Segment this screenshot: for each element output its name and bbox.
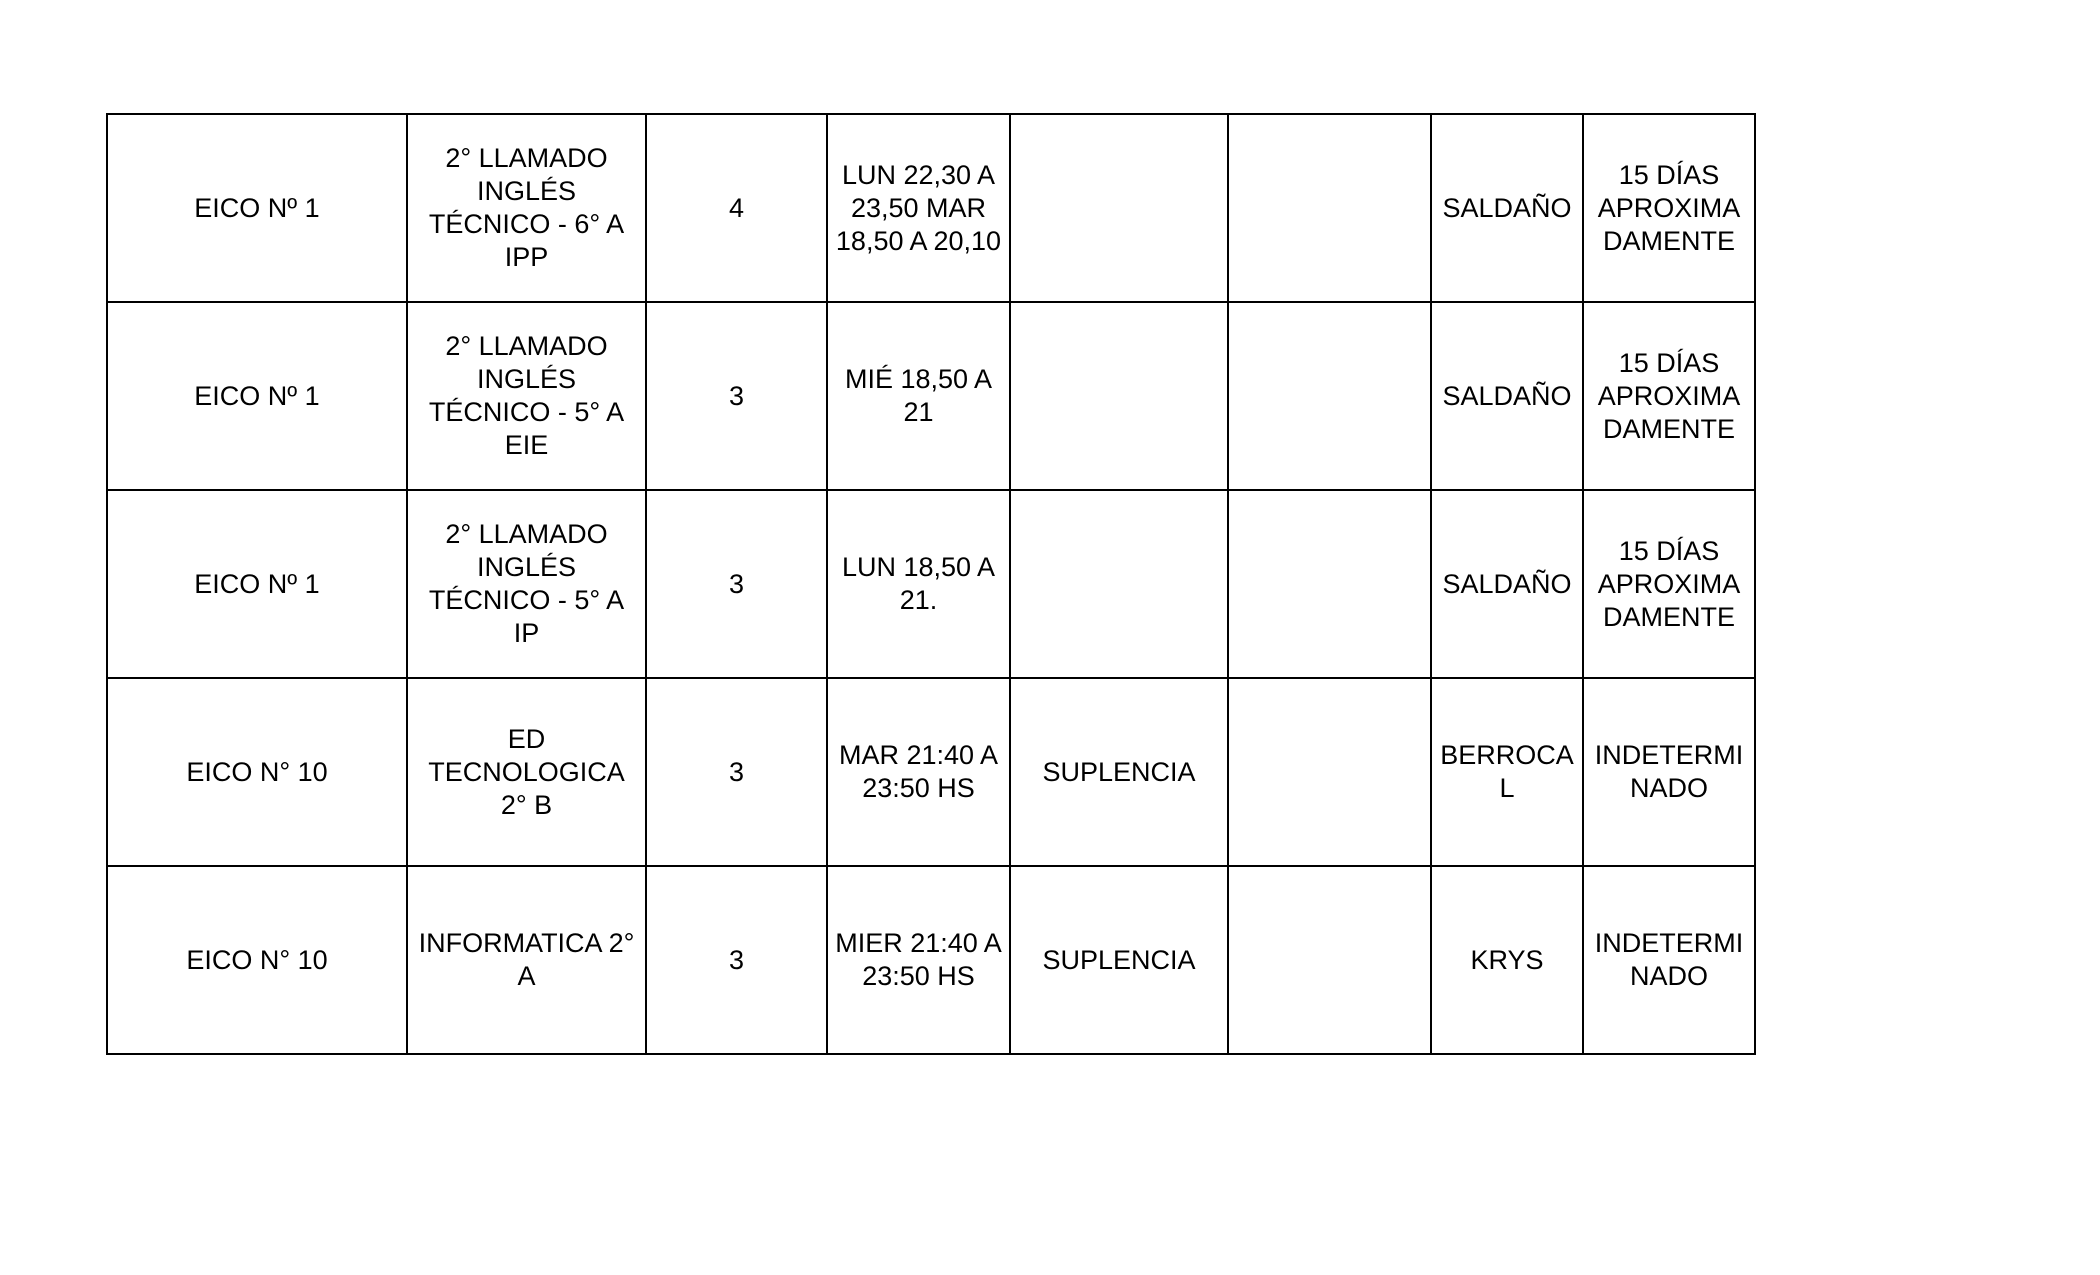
hours-cell: 4 — [646, 114, 827, 302]
school-cell: EICO Nº 1 — [107, 302, 407, 490]
table-row — [107, 866, 1755, 1054]
school-cell: EICO N° 10 — [107, 678, 407, 866]
schedule-cell: LUN 22,30 A 23,50 MAR 18,50 A 20,10 — [827, 114, 1010, 302]
table-row — [107, 114, 1755, 302]
subject-cell: 2° LLAMADO INGLÉS TÉCNICO - 5° A IP — [407, 490, 646, 678]
empty-cell — [1228, 114, 1431, 302]
position-type-cell — [1010, 302, 1228, 490]
teacher-cell: BERROCA L — [1431, 678, 1583, 866]
table-row — [107, 302, 1755, 490]
hours-cell: 3 — [646, 678, 827, 866]
schedule-cell: MAR 21:40 A 23:50 HS — [827, 678, 1010, 866]
schedule-table — [106, 113, 1756, 1055]
duration-cell: 15 DÍAS APROXIMA DAMENTE — [1583, 114, 1755, 302]
table-row — [107, 490, 1755, 678]
teacher-cell: KRYS — [1431, 866, 1583, 1054]
school-cell: EICO Nº 1 — [107, 490, 407, 678]
subject-cell: 2° LLAMADO INGLÉS TÉCNICO - 5° A EIE — [407, 302, 646, 490]
hours-cell: 3 — [646, 302, 827, 490]
subject-cell: INFORMATICA 2° A — [407, 866, 646, 1054]
duration-cell: INDETERMI NADO — [1583, 678, 1755, 866]
subject-cell: 2° LLAMADO INGLÉS TÉCNICO - 6° A IPP — [407, 114, 646, 302]
position-type-cell — [1010, 114, 1228, 302]
position-type-cell — [1010, 490, 1228, 678]
duration-cell: INDETERMI NADO — [1583, 866, 1755, 1054]
subject-cell: ED TECNOLOGICA 2° B — [407, 678, 646, 866]
hours-cell: 3 — [646, 490, 827, 678]
position-type-cell: SUPLENCIA — [1010, 678, 1228, 866]
duration-cell: 15 DÍAS APROXIMA DAMENTE — [1583, 490, 1755, 678]
schedule-cell: MIÉ 18,50 A 21 — [827, 302, 1010, 490]
teacher-cell: SALDAÑO — [1431, 114, 1583, 302]
teacher-cell: SALDAÑO — [1431, 302, 1583, 490]
empty-cell — [1228, 678, 1431, 866]
hours-cell: 3 — [646, 866, 827, 1054]
schedule-cell: MIER 21:40 A 23:50 HS — [827, 866, 1010, 1054]
teacher-cell: SALDAÑO — [1431, 490, 1583, 678]
duration-cell: 15 DÍAS APROXIMA DAMENTE — [1583, 302, 1755, 490]
school-cell: EICO N° 10 — [107, 866, 407, 1054]
school-cell: EICO Nº 1 — [107, 114, 407, 302]
empty-cell — [1228, 866, 1431, 1054]
empty-cell — [1228, 302, 1431, 490]
schedule-cell: LUN 18,50 A 21. — [827, 490, 1010, 678]
position-type-cell: SUPLENCIA — [1010, 866, 1228, 1054]
empty-cell — [1228, 490, 1431, 678]
table-row — [107, 678, 1755, 866]
